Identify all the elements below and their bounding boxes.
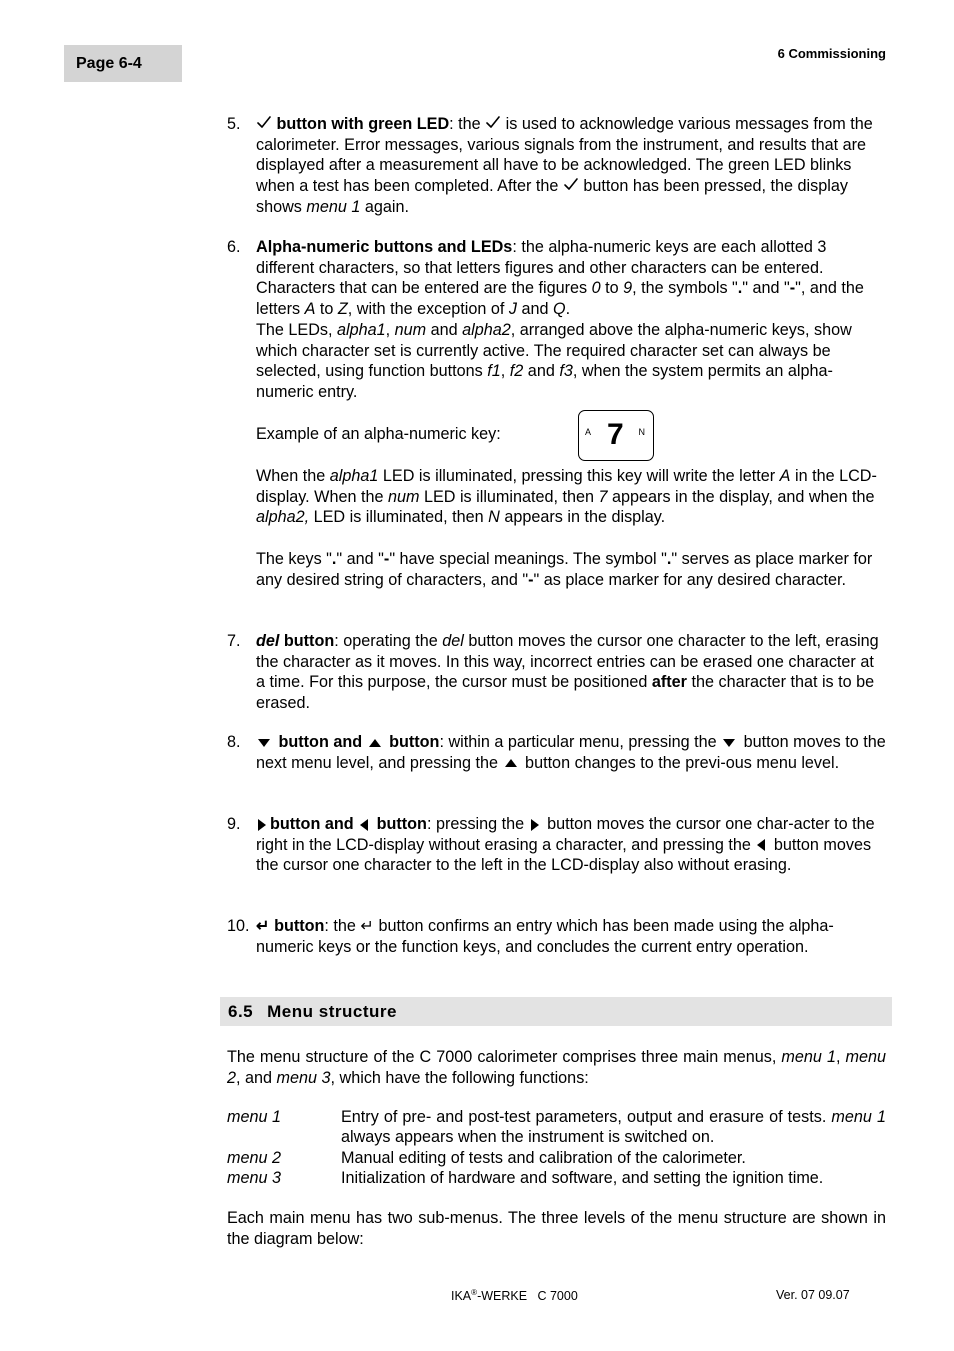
intro-paragraph bbox=[227, 1047, 886, 1088]
text: " and " bbox=[336, 550, 384, 569]
text: and bbox=[516, 300, 553, 319]
item-number: 9. bbox=[227, 815, 241, 833]
text: 7 bbox=[598, 487, 608, 506]
text: J bbox=[508, 300, 517, 319]
text: menu 1 bbox=[781, 1048, 836, 1066]
text: , which have the following functions: bbox=[330, 1068, 589, 1087]
item-number: 6. bbox=[227, 238, 241, 256]
text: : the alpha-numeric keys are each allotted 3 different characters, so that letters figures and other characters can be entered. Characters that can be entered are the figures bbox=[256, 238, 827, 298]
text: button moves the cursor one char-acter to the right in the LCD-display without erasing a character, and pressing the bbox=[256, 815, 875, 854]
text: : the bbox=[449, 115, 486, 133]
item-number: 8. bbox=[227, 733, 241, 751]
text: menu 1 bbox=[831, 1108, 886, 1126]
menu-definition-2 bbox=[227, 1148, 886, 1168]
alpha-numeric-key-example bbox=[578, 410, 654, 461]
text: button moves to the next menu level, and pressing the bbox=[256, 733, 886, 772]
text: . bbox=[565, 300, 571, 319]
text: - bbox=[528, 570, 534, 589]
text: A bbox=[779, 467, 791, 485]
text: button moves the cursor one character to the left in the LCD-display also without erasing. bbox=[256, 835, 872, 875]
text: appears in the display. bbox=[499, 508, 666, 527]
text: " and " bbox=[742, 279, 790, 298]
text: to bbox=[600, 279, 624, 298]
closing-paragraph: Each main menu has two sub-menus. The three levels of the menu structure are shown in the diagram below: bbox=[227, 1209, 886, 1248]
text: , and bbox=[236, 1068, 277, 1087]
item-title: button with green LED bbox=[276, 115, 450, 133]
menu-ref: menu 1 bbox=[306, 197, 361, 216]
text: button has been pressed, the display shows bbox=[256, 177, 848, 216]
text: , arranged above the alpha-numeric keys, show which character set is currently active. The required character set can always be selected, using function buttons bbox=[256, 320, 852, 381]
triangle-up-icon bbox=[369, 739, 381, 747]
text: f3 bbox=[559, 362, 573, 381]
list-item-6 bbox=[227, 237, 887, 403]
item-title: button bbox=[372, 815, 427, 833]
menu-description: Manual editing of tests and calibration of the calorimeter. bbox=[341, 1149, 746, 1167]
item-number: 5. bbox=[227, 115, 241, 133]
text: " as place marker for any desired character. bbox=[533, 570, 847, 589]
text: ® bbox=[471, 1288, 478, 1297]
text: , bbox=[500, 362, 510, 381]
text: . bbox=[737, 279, 743, 298]
text: The menu structure of the C 7000 calorimeter comprises three main menus, bbox=[227, 1048, 782, 1066]
text: del bbox=[442, 632, 464, 650]
text: in the LCD-display. When the bbox=[256, 467, 877, 506]
text: button confirms an entry which has been made using the alpha-numeric keys or the function keys, and concludes the current entry operation. bbox=[256, 917, 834, 956]
text: appears in the display, and when the bbox=[607, 487, 875, 506]
item-title-del: del bbox=[256, 632, 280, 650]
text: Q bbox=[552, 300, 566, 319]
text: , bbox=[835, 1048, 846, 1066]
text: When the bbox=[256, 467, 330, 485]
text: : within a particular menu, pressing the bbox=[439, 733, 722, 751]
item-title: button bbox=[279, 632, 335, 650]
text: button changes to the previ-ous menu level. bbox=[520, 753, 840, 772]
triangle-right-icon bbox=[258, 819, 266, 831]
item-title: button and bbox=[270, 815, 359, 833]
item-title: button bbox=[269, 917, 325, 935]
text: alpha1 bbox=[329, 467, 379, 485]
list-item-7 bbox=[227, 631, 887, 714]
list-item-8 bbox=[227, 732, 887, 773]
key-alpha1-char: A bbox=[585, 427, 592, 437]
text: " have special meanings. The symbol " bbox=[389, 550, 667, 569]
text: is used to acknowledge various messages from the calorimeter. Error messages, various signals from the instrument, and results that are displayed after a measurement all have to be acknowledged. The green LED blinks when a test has been completed. After the bbox=[256, 115, 873, 196]
triangle-down-icon bbox=[723, 739, 735, 747]
text: : pressing the bbox=[426, 815, 529, 833]
key-num-char: 7 bbox=[607, 418, 624, 451]
list-item-5 bbox=[227, 114, 887, 218]
footer-brand bbox=[451, 1288, 578, 1303]
enter-icon: ↵ bbox=[360, 917, 374, 935]
chapter-title: 6 Commissioning bbox=[777, 46, 886, 61]
menu-name: menu 2 bbox=[227, 1149, 281, 1167]
text: : operating the bbox=[334, 632, 443, 650]
text: menu 3 bbox=[276, 1068, 331, 1087]
text: - bbox=[789, 279, 796, 298]
text: to bbox=[315, 300, 338, 319]
text: N bbox=[488, 508, 500, 527]
text: , when the system permits an alpha-numeric entry. bbox=[256, 362, 833, 401]
section-number: 6.5 bbox=[228, 1002, 254, 1021]
key-alpha2-char: N bbox=[638, 427, 645, 437]
text: The LEDs, bbox=[256, 320, 337, 339]
triangle-down-icon bbox=[258, 739, 270, 747]
text: IKA bbox=[451, 1289, 472, 1304]
text: . bbox=[331, 550, 337, 569]
check-icon bbox=[563, 176, 579, 197]
page-label: Page 6-4 bbox=[64, 45, 182, 82]
menu-definition-3 bbox=[227, 1168, 886, 1188]
menu-description: Initialization of hardware and software, and setting the ignition time. bbox=[341, 1169, 824, 1187]
text: Z bbox=[337, 300, 348, 319]
triangle-left-icon bbox=[360, 819, 368, 831]
text: and bbox=[523, 362, 560, 381]
text: the character that is to be erased. bbox=[256, 673, 875, 713]
text: f1 bbox=[487, 362, 501, 381]
check-icon bbox=[485, 114, 501, 135]
text: after bbox=[651, 673, 687, 692]
text: f2 bbox=[509, 362, 524, 381]
text: LED is illuminated, then bbox=[309, 508, 489, 527]
item-number: 7. bbox=[227, 632, 241, 650]
text: 0 bbox=[591, 279, 601, 298]
text: - bbox=[383, 550, 390, 569]
item-title: Alpha-numeric buttons and LEDs bbox=[256, 238, 513, 256]
text: ", and the letters bbox=[256, 279, 864, 319]
text: " serves as place marker for any desired string of characters, and " bbox=[256, 550, 873, 589]
item-title: button and bbox=[274, 733, 367, 751]
section-title: Menu structure bbox=[267, 1002, 397, 1021]
text: alpha1 bbox=[336, 320, 386, 339]
text: 9 bbox=[623, 279, 633, 298]
text: , with the exception of bbox=[347, 300, 509, 319]
list-item-9 bbox=[227, 814, 887, 876]
triangle-up-icon bbox=[505, 759, 517, 767]
text: LED is illuminated, pressing this key will write the letter bbox=[378, 467, 780, 485]
triangle-right-icon bbox=[531, 819, 539, 831]
menu-name: menu 3 bbox=[227, 1169, 281, 1187]
menu-name: menu 1 bbox=[227, 1108, 281, 1126]
footer-version: Ver. 07 09.07 bbox=[776, 1288, 850, 1302]
text: LED is illuminated, then bbox=[419, 487, 599, 506]
text: -WERKE C 7000 bbox=[477, 1289, 578, 1304]
text: button moves the cursor one character to the left, erasing the character as it moves. In this way, incorrect entries can be erased one character at a time. For this purpose, the cursor must be positioned bbox=[256, 632, 879, 692]
text: . bbox=[666, 550, 672, 569]
example-label: Example of an alpha-numeric key: bbox=[256, 425, 501, 443]
text: A bbox=[304, 300, 316, 319]
enter-icon: ↵ bbox=[256, 917, 270, 935]
text: menu 2 bbox=[227, 1048, 887, 1087]
text: , the symbols " bbox=[632, 279, 738, 298]
text: alpha2 bbox=[462, 320, 511, 339]
text: and bbox=[426, 320, 463, 339]
text: The keys " bbox=[256, 550, 332, 569]
item-6-continued bbox=[227, 466, 887, 591]
text: alpha2, bbox=[256, 508, 310, 527]
text: : the bbox=[324, 917, 361, 935]
text: again. bbox=[360, 197, 409, 216]
menu-description: Entry of pre- and post-test parameters, output and erasure of tests. bbox=[341, 1108, 832, 1126]
text: , bbox=[385, 320, 395, 339]
item-title: button bbox=[384, 733, 440, 751]
check-icon bbox=[256, 114, 272, 135]
section-heading bbox=[220, 997, 892, 1026]
menu-definition-1 bbox=[227, 1107, 886, 1147]
triangle-left-icon bbox=[757, 839, 765, 851]
list-item-10 bbox=[227, 916, 887, 957]
text: num bbox=[394, 320, 427, 339]
text: always appears when the instrument is switched on. bbox=[341, 1128, 715, 1147]
item-number: 10. bbox=[227, 917, 250, 935]
text: num bbox=[387, 487, 420, 506]
